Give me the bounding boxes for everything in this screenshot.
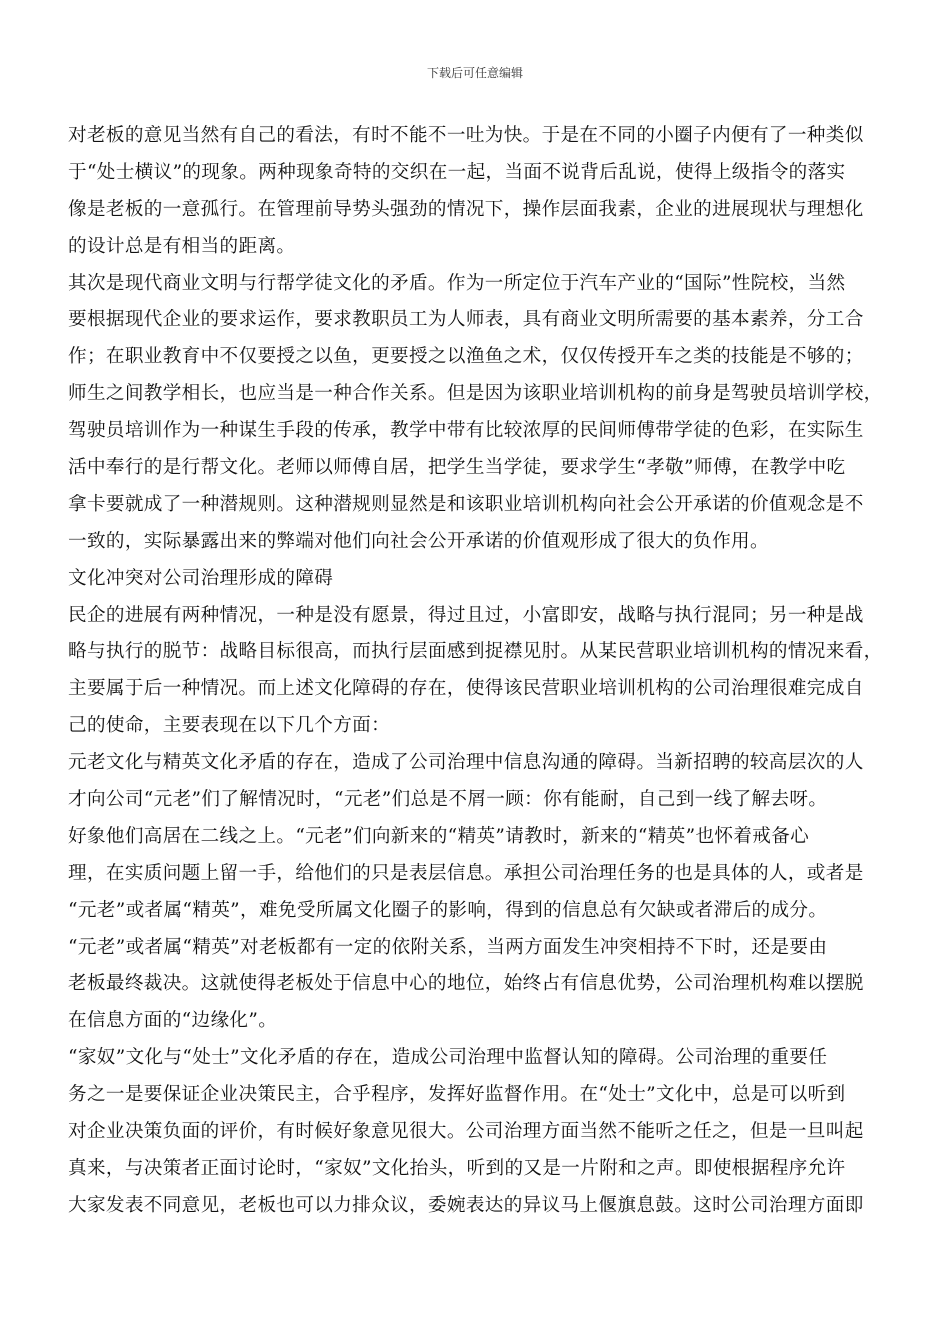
text-line: 老板最终裁决。这就使得老板处于信息中心的地位，始终占有信息优势，公司治理机构难以摆脱 [68, 973, 864, 995]
text-line: 文化冲突对公司治理形成的障碍 [68, 567, 334, 589]
text-line: 元老文化与精英文化矛盾的存在，造成了公司治理中信息沟通的障碍。当新招聘的较高层次的人 [68, 752, 864, 774]
text-line: 像是老板的一意孤行。在管理前导势头强劲的情况下，操作层面我素，企业的进展现状与理想化 [68, 198, 864, 220]
text-line: 略与执行的脱节：战略目标很高，而执行层面感到捉襟见肘。从某民营职业培训机构的情况来看， [68, 641, 883, 663]
body-text [68, 118, 883, 1225]
text-line: 于“处士横议”的现象。两种现象奇特的交织在一起，当面不说背后乱说，使得上级指令的落实 [68, 161, 846, 183]
text-line: 在信息方面的“边缘化”。 [68, 1010, 278, 1032]
text-line: 主要属于后一种情况。而上述文化障碍的存在，使得该民营职业培训机构的公司治理很难完成自 [68, 678, 864, 700]
text-line: 的设计总是有相当的距离。 [68, 235, 296, 257]
text-line: 大家发表不同意见，老板也可以力排众议，委婉表达的异议马上偃旗息鼓。这时公司治理方面即 [68, 1194, 864, 1216]
page-header: 下载后可任意编辑 [426, 66, 523, 80]
text-line: 其次是现代商业文明与行帮学徒文化的矛盾。作为一所定位于汽车产业的“国际”性院校，当然 [68, 272, 846, 294]
text-line: 对企业决策负面的评价，有时候好象意见很大。公司治理方面当然不能听之任之，但是一旦叫起 [68, 1121, 864, 1143]
text-line: 要根据现代企业的要求运作，要求教职员工为人师表，具有商业文明所需要的基本素养，分工合 [68, 309, 864, 331]
text-line: “家奴”文化与“处士”文化矛盾的存在，造成公司治理中监督认知的障碍。公司治理的重要任 [68, 1047, 828, 1069]
text-line: 驾驶员培训作为一种谋生手段的传承，教学中带有比较浓厚的民间师傅带学徒的色彩，在实际生 [68, 420, 864, 442]
text-line: 拿卡要就成了一种潜规则。这种潜规则显然是和该职业培训机构向社会公开承诺的价值观念是不 [68, 493, 864, 515]
text-line: 民企的进展有两种情况，一种是没有愿景，得过且过，小富即安，战略与执行混同；另一种是战 [68, 604, 864, 626]
text-line: 务之一是要保证企业决策民主，合乎程序，发挥好监督作用。在“处士”文化中，总是可以听到 [68, 1084, 846, 1106]
text-line: 师生之间教学相长，也应当是一种合作关系。但是因为该职业培训机构的前身是驾驶员培训学校， [68, 383, 883, 405]
text-line: 一致的，实际暴露出来的弊端对他们向社会公开承诺的价值观形成了很大的负作用。 [68, 530, 769, 552]
text-line: 作；在职业教育中不仅要授之以鱼，更要授之以渔鱼之术，仅仅传授开车之类的技能是不够的； [68, 346, 864, 368]
text-line: 活中奉行的是行帮文化。老师以师傅自居，把学生当学徒，要求学生“孝敬”师傅，在教学中吃 [68, 457, 846, 479]
text-line: 对老板的意见当然有自己的看法，有时不能不一吐为快。于是在不同的小圈子内便有了一种类似 [68, 125, 864, 146]
text-line: 才向公司“元老”们了解情况时，“元老”们总是不屑一顾：你有能耐，自己到一线了解去呀。 [68, 789, 828, 811]
text-line: 真来，与决策者正面讨论时，“家奴”文化抬头，听到的又是一片附和之声。即使根据程序允许 [68, 1157, 846, 1179]
text-line: 己的使命，主要表现在以下几个方面： [68, 715, 391, 737]
text-line: “元老”或者属“精英”，难免受所属文化圈子的影响，得到的信息总有欠缺或者滞后的成分。 [68, 899, 828, 921]
text-line: 好象他们高居在二线之上。“元老”们向新来的“精英”请教时，新来的“精英”也怀着戒备心 [68, 825, 810, 847]
text-line: 理，在实质问题上留一手，给他们的只是表层信息。承担公司治理任务的也是具体的人，或者是 [68, 862, 864, 884]
text-line: “元老”或者属“精英”对老板都有一定的依附关系，当两方面发生冲突相持不下时，还是要由 [68, 936, 828, 958]
